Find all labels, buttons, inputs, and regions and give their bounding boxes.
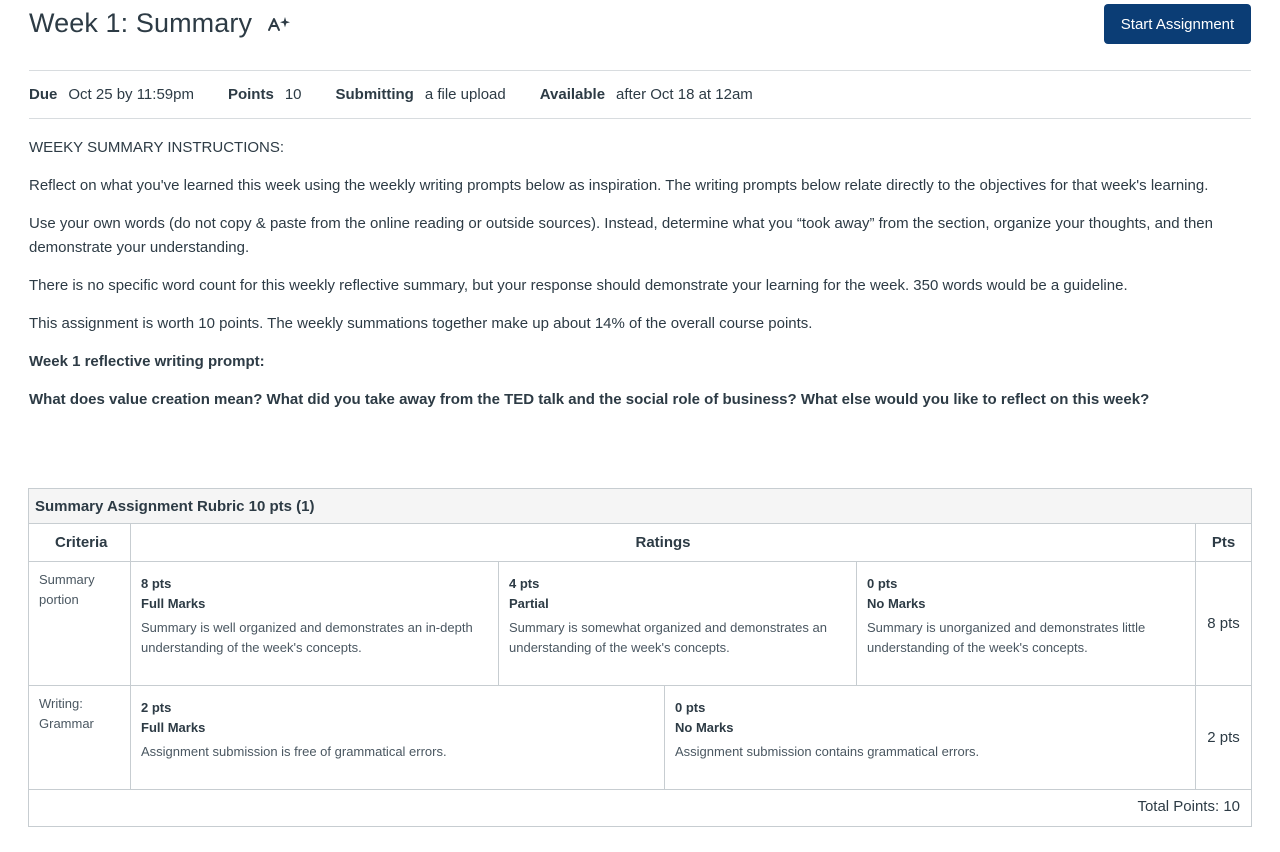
rating-description: Summary is well organized and demonstrates an in-depth understanding of the week's concepts. [141,620,473,655]
points-value: 10 [284,85,302,103]
sparkle-a-icon[interactable] [267,15,291,33]
rating-description: Assignment submission contains grammatical errors. [675,744,980,759]
start-assignment-button[interactable]: Start Assignment [1104,4,1251,44]
title-row [29,0,1251,70]
criterion-points: 2 pts [1207,729,1240,746]
page-title: Week 1: Summary [29,8,253,38]
rating-tier [857,562,1195,685]
ratings-header: Ratings [131,524,1196,561]
rating-tier [499,562,857,685]
rating-points: 0 pts [675,700,706,715]
criterion-name: Summary portion [29,562,131,685]
criteria-header: Criteria [29,524,131,561]
ratings-cell [131,562,1196,685]
pts-header: Pts [1211,534,1236,551]
available-label: Available [539,85,606,103]
due-value: Oct 25 by 11:59pm [68,85,194,103]
criterion-points: 8 pts [1207,615,1240,632]
assignment-description [29,136,1251,426]
available-value: after Oct 18 at 12am [616,85,753,103]
rating-name: Full Marks [141,720,206,735]
rating-name: No Marks [867,596,926,611]
instructions-paragraph: Reflect on what you've learned this week using the weekly writing prompts below as inspiration. The writing prompts below relate directly to the objectives for that week's learning. [29,177,1209,194]
submitting-label: Submitting [335,85,414,103]
rating-points: 0 pts [867,576,898,591]
divider [29,118,1251,119]
instructions-heading: WEEKY SUMMARY INSTRUCTIONS: [29,139,285,156]
rubric-row [29,562,1251,686]
rating-name: Partial [509,596,549,611]
instructions-paragraph: This assignment is worth 10 points. The weekly summations together make up about 14% of the overall course points. [29,315,813,332]
rating-name: No Marks [675,720,734,735]
divider [29,70,1251,71]
rating-description: Summary is unorganized and demonstrates little understanding of the week's concepts. [867,620,1146,655]
due-label: Due [29,85,58,103]
total-points: Total Points: 10 [1137,798,1240,815]
rubric-row [29,686,1251,790]
rating-tier [665,686,1195,789]
rating-points: 8 pts [141,576,172,591]
assignment-details [29,84,787,104]
rating-points: 2 pts [141,700,172,715]
rubric-table [28,488,1252,827]
points-label: Points [227,85,274,103]
instructions-paragraph: There is no specific word count for this weekly reflective summary, but your response should demonstrate your learning for the week. 350 words would be a guideline. [29,277,1128,294]
instructions-paragraph: Use your own words (do not copy & paste from the online reading or outside sources). Instead, determine what you “took away” from the section, organize your thoughts, and then demonstrate your understanding. [29,215,1213,256]
rating-name: Full Marks [141,596,206,611]
prompt-heading: Week 1 reflective writing prompt: [29,353,265,370]
criterion-name: Writing: Grammar [29,686,131,789]
rubric-header-row [29,524,1251,562]
rating-description: Assignment submission is free of grammatical errors. [141,744,447,759]
submitting-value: a file upload [424,85,506,103]
rating-tier [131,686,665,789]
rubric-caption: Summary Assignment Rubric 10 pts (1) [29,489,1251,524]
rating-points: 4 pts [509,576,540,591]
writing-prompt: What does value creation mean? What did you take away from the TED talk and the social role of business? What else would you like to reflect on this week? [29,391,1150,408]
rating-tier [131,562,499,685]
ratings-cell [131,686,1196,789]
rating-description: Summary is somewhat organized and demonstrates an understanding of the week's concepts. [509,620,827,655]
